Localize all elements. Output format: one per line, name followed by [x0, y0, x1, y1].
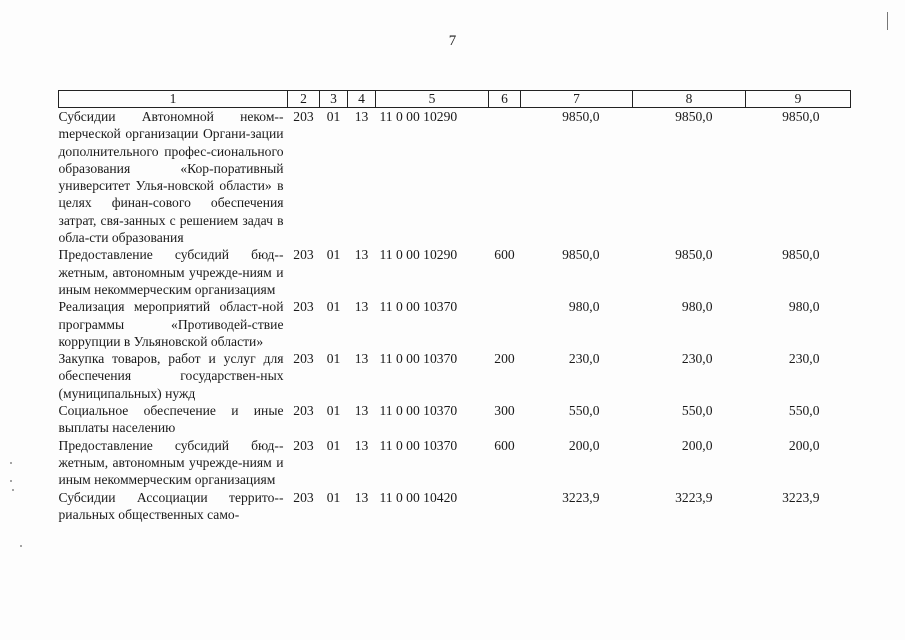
row-description: Субсидии Автономной неком-mерческой организации Органи-зации дополнительного профес-сионального образования «Кор-поративный университет Улья-новской области» в целях финан-сового обеспечения затрат, свя-занных с решением задач в обла-сти образования: [58, 109, 284, 246]
header-cell: 8: [633, 91, 746, 108]
row-description: Субсидии Ассоциации террито-риальных общественных само-: [58, 489, 284, 522]
row-description: Закупка товаров, работ и услуг для обеспечения государствен-ных (муниципальных) нужд: [58, 351, 284, 401]
cell-c5: 11 0 00 10370: [379, 299, 458, 315]
cell-c5: 11 0 00 10290: [379, 247, 458, 263]
cell-c4: 13: [354, 109, 369, 124]
cell-c5: 11 0 00 10370: [379, 437, 458, 453]
cell-c8: 550,0: [681, 403, 713, 419]
table-row: [59, 489, 851, 524]
table-row: [59, 246, 851, 298]
cell-c3: 01: [326, 351, 341, 367]
cell-c4: 13: [354, 247, 369, 263]
scan-speck: [10, 480, 12, 482]
header-cell: 4: [348, 91, 376, 108]
header-cell: 9: [746, 91, 851, 108]
cell-c9: 230,0: [788, 351, 820, 367]
header-cell: 6: [489, 91, 521, 108]
table-row: [59, 437, 851, 489]
cell-c2: 203: [293, 109, 314, 124]
page-number: 7: [448, 33, 457, 49]
cell-c5: 11 0 00 10420: [379, 489, 458, 505]
cell-c4: 13: [354, 299, 369, 315]
row-description: Предоставление субсидий бюд-жетным, автономным учрежде-ниям и иным некоммерческим организациям: [58, 247, 284, 297]
cell-c8: 9850,0: [675, 109, 713, 124]
cell-c9: 9850,0: [782, 109, 820, 124]
cell-c8: 9850,0: [675, 247, 713, 263]
cell-c2: 203: [293, 351, 314, 367]
cell-c4: 13: [354, 403, 369, 419]
cell-c9: 3223,9: [782, 489, 820, 505]
header-cell: 5: [376, 91, 489, 108]
cell-c9: 550,0: [788, 403, 820, 419]
row-description: Социальное обеспечение и иные выплаты населению: [58, 403, 284, 436]
cell-c4: 13: [354, 437, 369, 453]
cell-c6: [489, 489, 521, 524]
cell-c2: 203: [293, 489, 314, 505]
cell-c2: 203: [293, 247, 314, 263]
table-row: [59, 108, 851, 247]
cell-c5: 11 0 00 10290: [379, 109, 458, 124]
table-row: [59, 298, 851, 350]
cell-c9: 980,0: [788, 299, 820, 315]
scan-speck: [12, 489, 14, 491]
cell-c2: 203: [293, 299, 314, 315]
cell-c7: 3223,9: [562, 489, 600, 505]
cell-c8: 3223,9: [675, 489, 713, 505]
scan-speck: [20, 545, 22, 547]
cell-c4: 13: [354, 489, 369, 505]
cell-c3: 01: [326, 247, 341, 263]
table-row: [59, 402, 851, 437]
cell-c7: 980,0: [568, 299, 600, 315]
cell-c7: 9850,0: [562, 109, 600, 124]
cell-c7: 230,0: [568, 351, 600, 367]
cell-c6: 600: [494, 437, 515, 453]
budget-table: [58, 90, 851, 523]
cell-c6: 600: [494, 247, 515, 263]
cell-c9: 200,0: [788, 437, 820, 453]
header-cell: 2: [288, 91, 320, 108]
cell-c5: 11 0 00 10370: [379, 351, 458, 367]
scan-mark: [887, 12, 888, 30]
row-description: Реализация мероприятий област-ной программы «Противодей-ствие коррупции в Ульяновской области»: [58, 299, 284, 349]
header-cell: 3: [320, 91, 348, 108]
cell-c2: 203: [293, 437, 314, 453]
cell-c8: 230,0: [681, 351, 713, 367]
header-cell: 1: [59, 91, 288, 108]
cell-c9: 9850,0: [782, 247, 820, 263]
cell-c7: 200,0: [568, 437, 600, 453]
cell-c7: 550,0: [568, 403, 600, 419]
scan-speck: [10, 462, 12, 464]
cell-c3: 01: [326, 109, 341, 124]
table-header-row: [59, 91, 851, 108]
cell-c7: 9850,0: [562, 247, 600, 263]
cell-c6: 200: [494, 351, 515, 367]
cell-c3: 01: [326, 299, 341, 315]
cell-c5: 11 0 00 10370: [379, 403, 458, 419]
cell-c3: 01: [326, 489, 341, 505]
cell-c6: [489, 298, 521, 350]
header-cell: 7: [521, 91, 633, 108]
row-description: Предоставление субсидий бюд-жетным, автономным учрежде-ниям и иным некоммерческим организациям: [58, 437, 284, 488]
cell-c8: 980,0: [681, 299, 713, 315]
cell-c8: 200,0: [681, 437, 713, 453]
cell-c3: 01: [326, 403, 341, 419]
cell-c3: 01: [326, 437, 341, 453]
cell-c2: 203: [293, 403, 314, 419]
cell-c6: 300: [494, 403, 515, 419]
cell-c6: [489, 108, 521, 247]
table-row: [59, 350, 851, 402]
cell-c4: 13: [354, 351, 369, 367]
